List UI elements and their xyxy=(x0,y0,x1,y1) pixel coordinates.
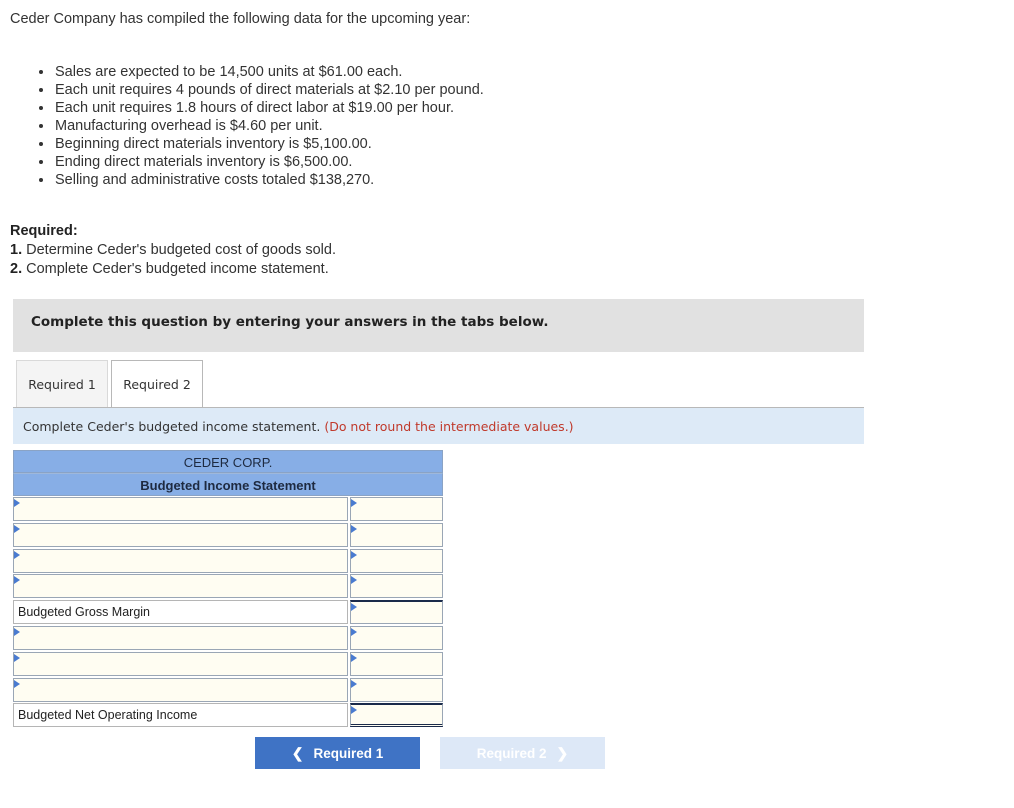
list-item: Each unit requires 1.8 hours of direct labor at $19.00 per hour. xyxy=(55,99,484,117)
net-income-label-cell xyxy=(13,703,348,727)
label-input-cell[interactable] xyxy=(13,549,348,573)
statement-title: Budgeted Income Statement xyxy=(13,473,443,496)
net-income-input[interactable] xyxy=(351,705,442,724)
required-item-2 xyxy=(10,260,336,279)
label-input-cell[interactable] xyxy=(13,523,348,547)
label-input-cell[interactable] xyxy=(13,626,348,650)
line-item-input[interactable] xyxy=(14,524,347,546)
data-list xyxy=(55,63,484,189)
list-item: Ending direct materials inventory is $6,500.00. xyxy=(55,153,484,171)
amount-input-cell[interactable] xyxy=(350,678,443,702)
table-row xyxy=(13,522,443,548)
tab-instruction xyxy=(13,408,864,444)
label-input-cell[interactable] xyxy=(13,652,348,676)
table-row-gross-margin xyxy=(13,599,443,625)
amount-input[interactable] xyxy=(351,498,442,520)
amount-input-cell[interactable] xyxy=(350,497,443,521)
list-item: Selling and administrative costs totaled $138,270. xyxy=(55,171,484,189)
list-item: Beginning direct materials inventory is $5,100.00. xyxy=(55,135,484,153)
required-item-number: 2. xyxy=(10,260,23,277)
table-row-net-income xyxy=(13,702,443,728)
list-item: Manufacturing overhead is $4.60 per unit. xyxy=(55,117,484,135)
table-row xyxy=(13,548,443,574)
amount-input[interactable] xyxy=(351,627,442,649)
amount-input[interactable] xyxy=(351,679,442,701)
line-item-input[interactable] xyxy=(14,575,347,597)
required-item-text: Determine Ceder's budgeted cost of goods sold. xyxy=(26,242,336,258)
line-item-input[interactable] xyxy=(14,679,347,701)
table-row xyxy=(13,625,443,651)
amount-input-cell[interactable] xyxy=(350,626,443,650)
label-input-cell[interactable] xyxy=(13,678,348,702)
amount-input[interactable] xyxy=(351,524,442,546)
required-item-text: Complete Ceder's budgeted income statement. xyxy=(26,260,329,277)
required-list xyxy=(10,241,336,278)
table-row xyxy=(13,651,443,677)
required-heading: Required: xyxy=(10,223,78,239)
amount-input-cell[interactable] xyxy=(350,574,443,598)
table-row xyxy=(13,496,443,522)
list-item: Each unit requires 4 pounds of direct materials at $2.10 per pound. xyxy=(55,82,484,98)
chevron-left-icon: ❮ xyxy=(291,744,304,761)
instruction-banner: Complete this question by entering your answers in the tabs below. xyxy=(13,299,864,352)
required-item-1 xyxy=(10,241,336,260)
table-row xyxy=(13,573,443,599)
amount-input[interactable] xyxy=(351,550,442,572)
gross-margin-input-cell[interactable] xyxy=(350,600,443,624)
line-item-input[interactable] xyxy=(14,627,347,649)
amount-input-cell[interactable] xyxy=(350,523,443,547)
amount-input-cell[interactable] xyxy=(350,652,443,676)
net-income-label: Budgeted Net Operating Income xyxy=(18,708,198,723)
intro-text: Ceder Company has compiled the following data for the upcoming year: xyxy=(10,11,471,27)
tab-required-1[interactable]: Required 1 xyxy=(16,360,108,407)
gross-margin-label-cell xyxy=(13,600,348,624)
next-required-2-button[interactable] xyxy=(440,737,605,769)
table-row xyxy=(13,677,443,703)
list-item: Sales are expected to be 14,500 units at $61.00 each. xyxy=(55,63,484,81)
required-item-number: 1. xyxy=(10,242,23,258)
amount-input[interactable] xyxy=(351,575,442,597)
income-statement-table xyxy=(13,450,443,728)
instruction-text: Complete Ceder's budgeted income statement. xyxy=(23,419,321,434)
amount-input-cell[interactable] xyxy=(350,549,443,573)
company-name: CEDER CORP. xyxy=(13,450,443,473)
gross-margin-input[interactable] xyxy=(351,602,442,623)
line-item-input[interactable] xyxy=(14,550,347,572)
chevron-right-icon: ❯ xyxy=(556,744,569,761)
tab-required-2[interactable]: Required 2 xyxy=(111,360,203,408)
prev-button-label: Required 1 xyxy=(313,745,384,761)
net-income-input-cell[interactable] xyxy=(350,703,443,727)
amount-input[interactable] xyxy=(351,653,442,675)
label-input-cell[interactable] xyxy=(13,574,348,598)
prev-required-1-button[interactable] xyxy=(255,737,420,769)
gross-margin-label: Budgeted Gross Margin xyxy=(18,605,151,620)
next-button-label: Required 2 xyxy=(476,745,547,761)
line-item-input[interactable] xyxy=(14,498,347,520)
line-item-input[interactable] xyxy=(14,653,347,675)
instruction-note: (Do not round the intermediate values.) xyxy=(324,419,574,434)
label-input-cell[interactable] xyxy=(13,497,348,521)
